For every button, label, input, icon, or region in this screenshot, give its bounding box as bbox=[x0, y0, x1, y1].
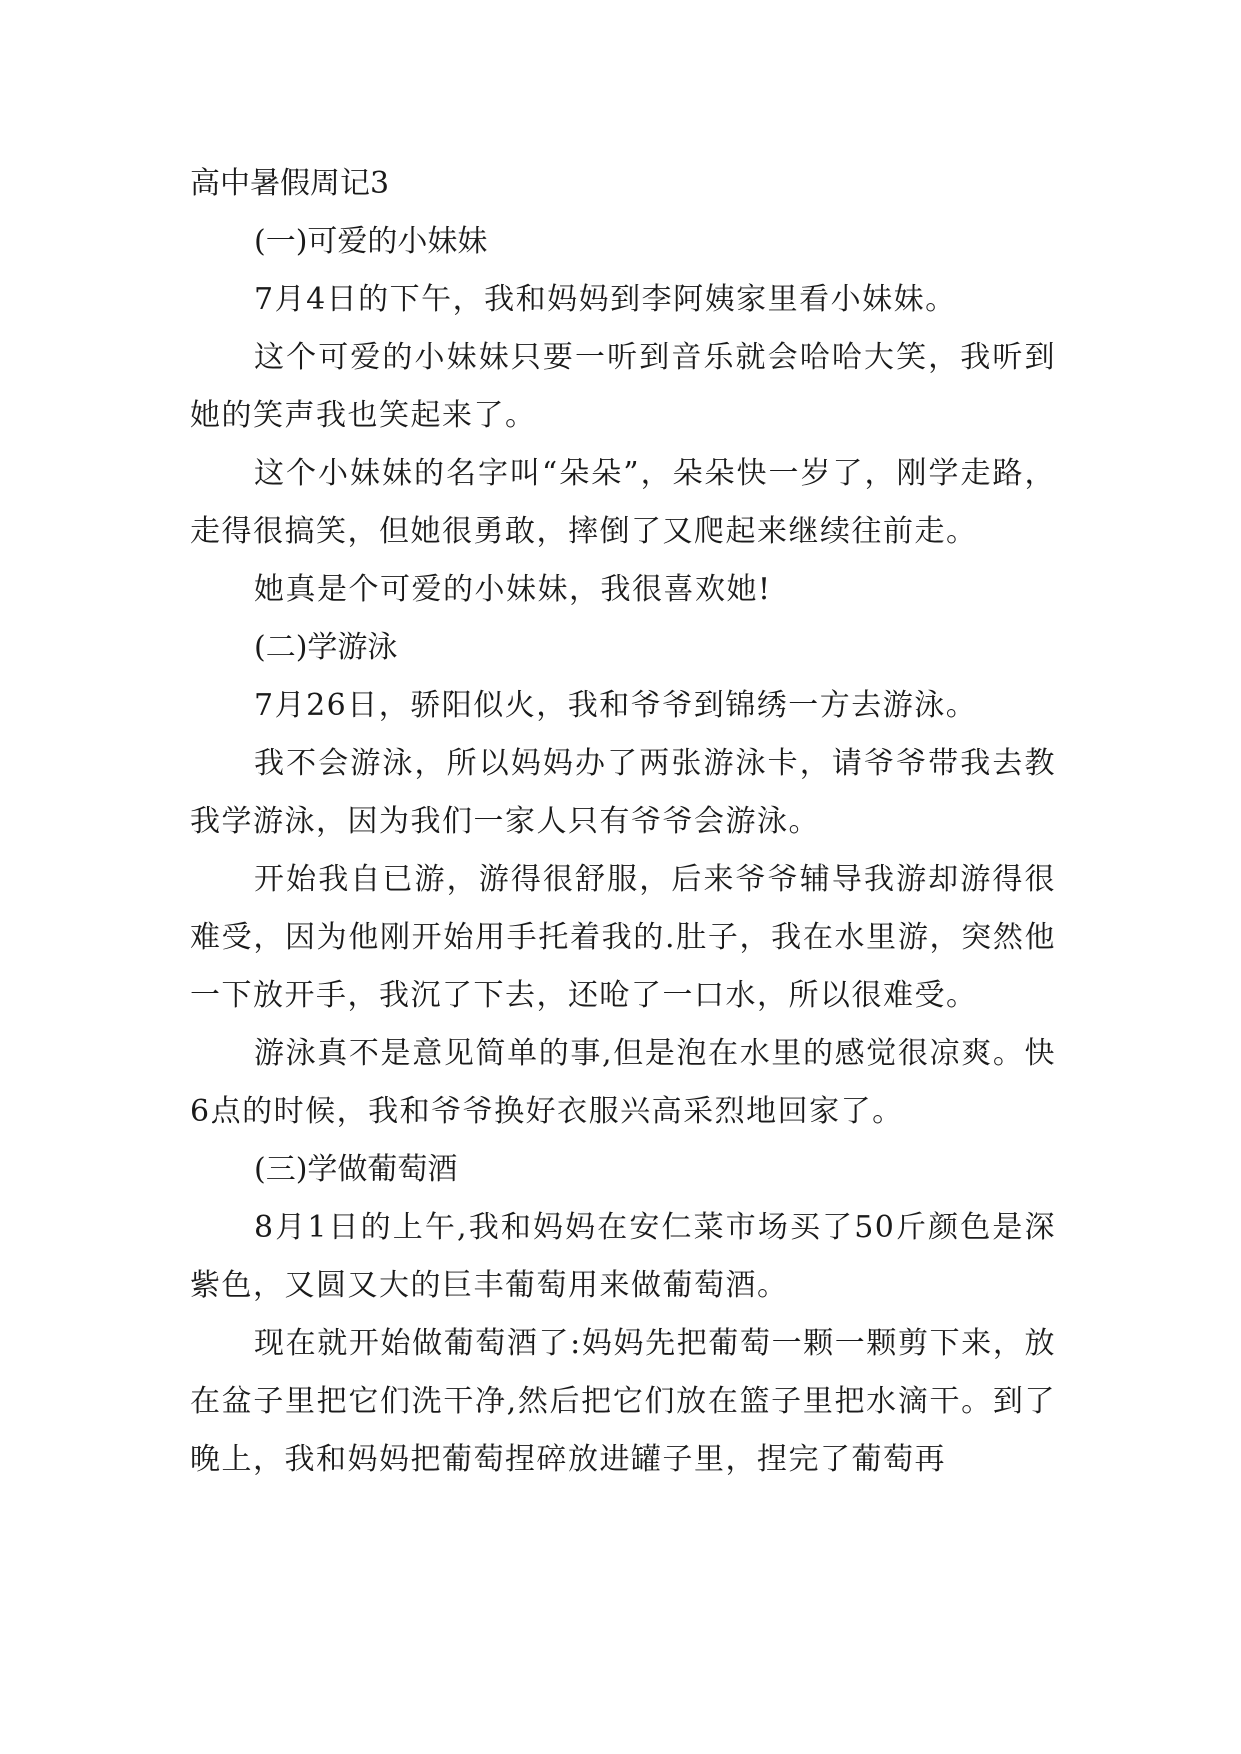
section-heading-1: (一)可爱的小妹妹 bbox=[254, 224, 488, 259]
paragraph: 游泳真不是意见简单的事,但是泡在水里的感觉很凉爽。快6点的时候，我和爷爷换好衣服兴高采烈地回家了。 bbox=[190, 1036, 1056, 1129]
paragraph: 我不会游泳，所以妈妈办了两张游泳卡，请爷爷带我去教我学游泳，因为我们一家人只有爷爷会游泳。 bbox=[190, 746, 1056, 839]
document-page bbox=[190, 155, 1056, 1489]
document-title: 高中暑假周记3 bbox=[190, 166, 390, 201]
section-heading-3: (三)学做葡萄酒 bbox=[254, 1152, 458, 1187]
paragraph: 7月26日，骄阳似火，我和爷爷到锦绣一方去游泳。 bbox=[254, 688, 978, 723]
paragraph: 这个小妹妹的名字叫“朵朵”，朵朵快一岁了，刚学走路，走得很搞笑，但她很勇敢，摔倒了又爬起来继续往前走。 bbox=[190, 456, 1056, 549]
paragraph: 现在就开始做葡萄酒了:妈妈先把葡萄一颗一颗剪下来，放在盆子里把它们洗干净,然后把它们放在篮子里把水滴干。到了晚上，我和妈妈把葡萄捏碎放进罐子里，捏完了葡萄再 bbox=[190, 1326, 1056, 1477]
paragraph: 8月1日的上午,我和妈妈在安仁菜市场买了50斤颜色是深紫色，又圆又大的巨丰葡萄用来做葡萄酒。 bbox=[190, 1210, 1056, 1303]
paragraph: 开始我自已游，游得很舒服，后来爷爷辅导我游却游得很难受，因为他刚开始用手托着我的.肚子，我在水里游，突然他一下放开手，我沉了下去，还呛了一口水，所以很难受。 bbox=[190, 862, 1056, 1013]
section-heading-2: (二)学游泳 bbox=[254, 630, 398, 665]
paragraph: 7月4日的下午，我和妈妈到李阿姨家里看小妹妹。 bbox=[254, 282, 957, 317]
paragraph: 这个可爱的小妹妹只要一听到音乐就会哈哈大笑，我听到她的笑声我也笑起来了。 bbox=[190, 340, 1056, 433]
paragraph: 她真是个可爱的小妹妹，我很喜欢她! bbox=[254, 572, 772, 607]
